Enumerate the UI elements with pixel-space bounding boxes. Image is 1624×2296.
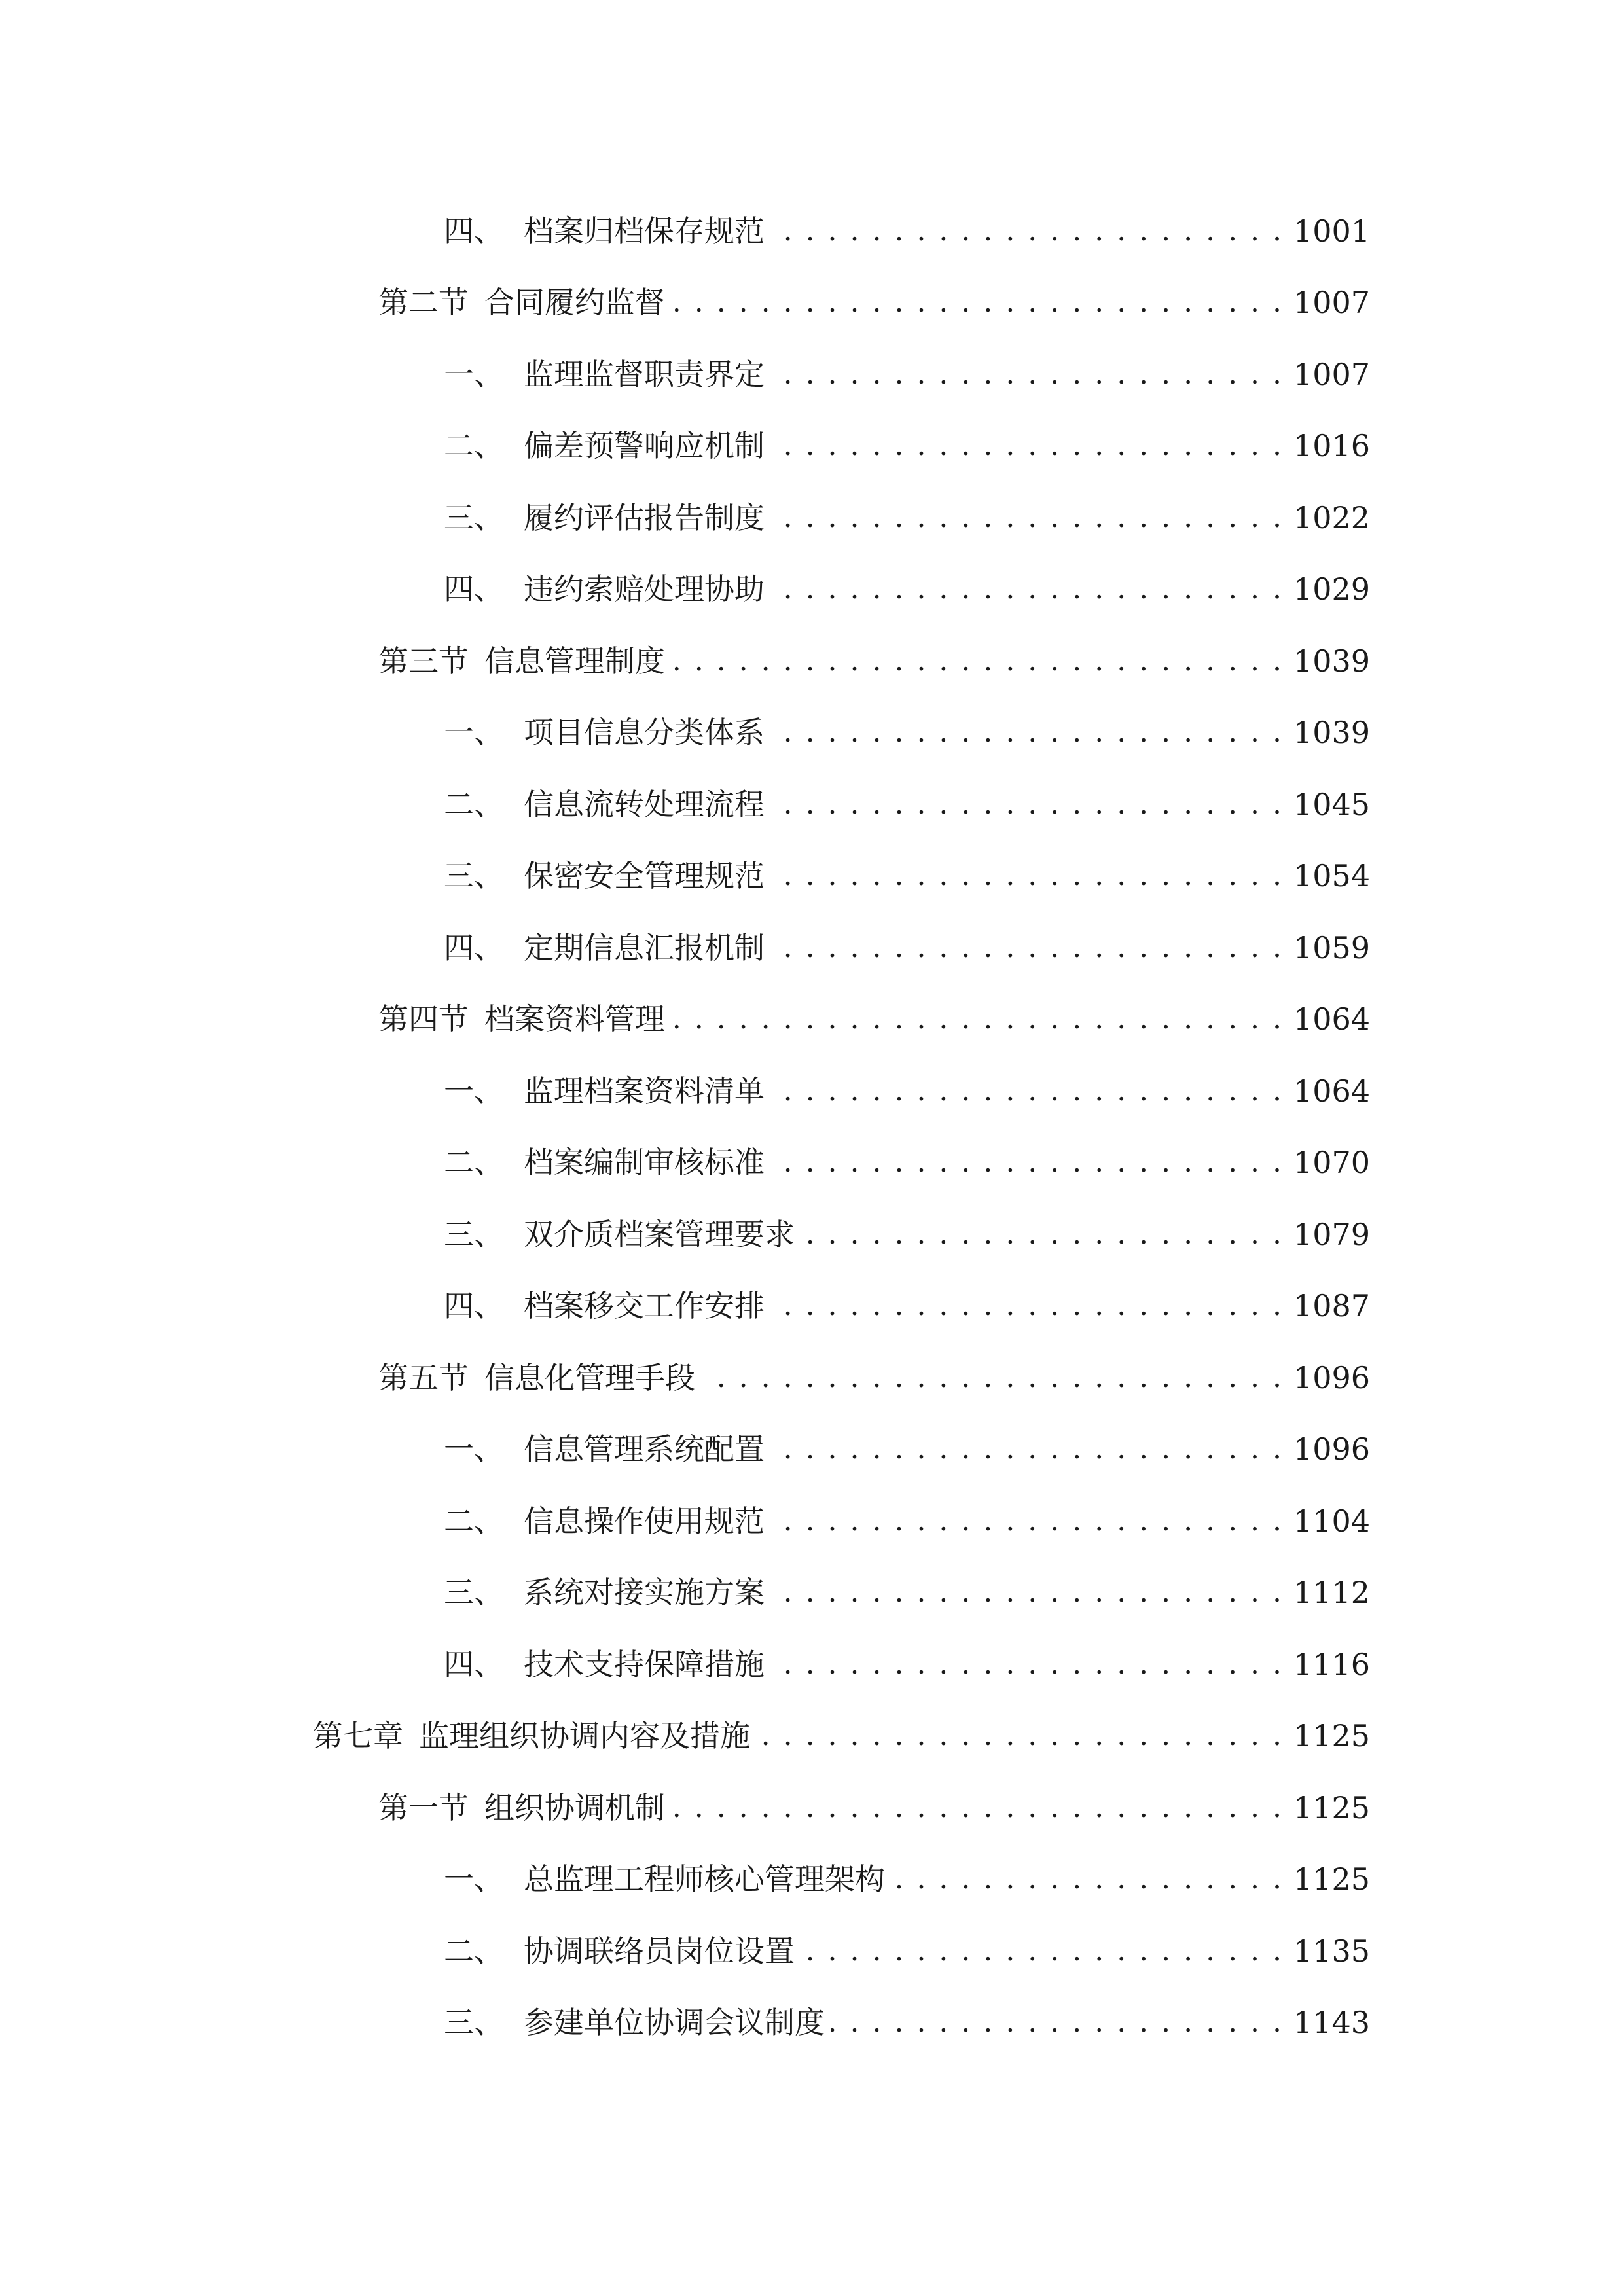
toc-entry-section-label: 第三节 — [378, 643, 469, 679]
toc-entry-heading — [444, 1215, 795, 1254]
dot-leader — [771, 426, 1284, 465]
toc-entry-page-number: 1059 — [1293, 929, 1370, 965]
dot-leader — [771, 1573, 1284, 1612]
dot-leader — [771, 1286, 1284, 1325]
toc-entry[interactable] — [0, 768, 1624, 840]
toc-entry-title: 监理监督职责界定 — [524, 356, 765, 392]
dot-leader — [757, 1716, 1284, 1755]
toc-entry-title: 偏差预警响应机制 — [524, 428, 765, 464]
toc-entry-heading — [444, 1931, 795, 1971]
dot-leader — [771, 1501, 1284, 1541]
toc-entry[interactable] — [0, 912, 1624, 984]
toc-entry-page-number: 1116 — [1293, 1646, 1370, 1682]
toc-entry-heading — [444, 2003, 825, 2042]
toc-entry-title: 总监理工程师核心管理架构 — [524, 1861, 885, 1897]
toc-entry-title: 定期信息汇报机制 — [524, 929, 765, 965]
toc-entry-section-label: 第四节 — [378, 1001, 469, 1037]
toc-entry[interactable] — [0, 267, 1624, 339]
toc-entry-section-label: 第一节 — [378, 1789, 469, 1825]
dot-leader — [771, 569, 1284, 609]
toc-entry-heading — [378, 1358, 695, 1397]
toc-entry-page-number: 1039 — [1293, 715, 1370, 751]
dot-leader — [831, 2003, 1284, 2042]
toc-entry-page-number: 1054 — [1293, 858, 1370, 894]
toc-entry[interactable] — [0, 625, 1624, 697]
dot-leader — [892, 1859, 1284, 1899]
toc-entry-heading — [444, 355, 765, 394]
toc-entry[interactable] — [0, 1055, 1624, 1127]
toc-entry-title: 违约索赔处理协助 — [524, 571, 765, 607]
toc-entry-page-number: 1112 — [1293, 1575, 1370, 1611]
toc-entry-title: 信息管理制度 — [484, 643, 665, 679]
toc-entry-heading — [444, 426, 765, 465]
toc-entry-number: 三、 — [444, 1575, 504, 1611]
toc-entry[interactable] — [0, 1127, 1624, 1199]
toc-entry-section-label: 第五节 — [378, 1359, 469, 1395]
toc-entry-title: 档案归档保存规范 — [524, 213, 765, 249]
dot-leader — [672, 283, 1284, 322]
toc-entry[interactable] — [0, 1772, 1624, 1844]
toc-entry-title: 组织协调机制 — [484, 1789, 665, 1825]
toc-entry-title: 系统对接实施方案 — [524, 1575, 765, 1611]
toc-entry[interactable] — [0, 1628, 1624, 1700]
dot-leader — [771, 498, 1284, 537]
toc-entry-page-number: 1016 — [1293, 428, 1370, 464]
toc-entry-heading — [313, 1716, 750, 1755]
toc-entry-title: 信息化管理手段 — [484, 1359, 695, 1395]
dot-leader — [702, 1358, 1284, 1397]
toc-entry-title: 信息流转处理流程 — [524, 786, 765, 822]
toc-entry-number: 二、 — [444, 428, 504, 464]
toc-entry-page-number: 1001 — [1293, 213, 1370, 249]
toc-entry-page-number: 1125 — [1293, 1861, 1370, 1897]
toc-entry-title: 履约评估报告制度 — [524, 499, 765, 535]
toc-entry-page-number: 1045 — [1293, 786, 1370, 822]
toc-entry-section-label: 第七章 — [313, 1718, 403, 1754]
toc-entry-page-number: 1029 — [1293, 571, 1370, 607]
toc-entry-heading — [444, 928, 765, 967]
toc-entry-heading — [444, 1429, 765, 1469]
toc-entry[interactable] — [0, 1557, 1624, 1629]
toc-entry-page-number: 1096 — [1293, 1359, 1370, 1395]
toc-entry-number: 一、 — [444, 356, 504, 392]
toc-entry-heading — [378, 641, 665, 681]
dot-leader — [771, 1143, 1284, 1182]
toc-entry-heading — [444, 713, 765, 752]
toc-entry-number: 四、 — [444, 571, 504, 607]
toc-entry-title: 保密安全管理规范 — [524, 858, 765, 894]
toc-entry-page-number: 1143 — [1293, 2005, 1370, 2041]
toc-entry-page-number: 1039 — [1293, 643, 1370, 679]
toc-entry-number: 三、 — [444, 2005, 504, 2041]
toc-entry-heading — [444, 785, 765, 824]
toc-entry-number: 一、 — [444, 1431, 504, 1467]
table-of-contents — [0, 195, 1624, 2058]
toc-entry-heading — [444, 498, 765, 537]
dot-leader — [672, 641, 1284, 681]
dot-leader — [771, 355, 1284, 394]
toc-entry-heading — [444, 1143, 765, 1182]
toc-entry[interactable] — [0, 1700, 1624, 1772]
toc-entry-title: 协调联络员岗位设置 — [524, 1933, 795, 1969]
dot-leader — [771, 785, 1284, 824]
toc-entry-page-number: 1064 — [1293, 1073, 1370, 1109]
toc-entry[interactable] — [0, 410, 1624, 482]
toc-entry-number: 四、 — [444, 1288, 504, 1324]
toc-entry-title: 档案移交工作安排 — [524, 1288, 765, 1324]
toc-entry-heading — [444, 1501, 765, 1541]
toc-entry-heading — [444, 211, 765, 251]
toc-entry-heading — [444, 1573, 765, 1612]
toc-entry-number: 二、 — [444, 786, 504, 822]
toc-entry-title: 档案资料管理 — [484, 1001, 665, 1037]
toc-entry-section-label: 第二节 — [378, 285, 469, 321]
toc-entry-number: 二、 — [444, 1503, 504, 1539]
toc-entry-heading — [444, 1645, 765, 1684]
toc-entry-heading — [444, 1859, 885, 1899]
dot-leader — [801, 1215, 1284, 1254]
toc-entry-title: 监理组织协调内容及措施 — [419, 1718, 750, 1754]
toc-entry-page-number: 1096 — [1293, 1431, 1370, 1467]
toc-entry-page-number: 1070 — [1293, 1145, 1370, 1181]
toc-entry-title: 双介质档案管理要求 — [524, 1216, 795, 1252]
toc-entry[interactable] — [0, 554, 1624, 626]
toc-entry-page-number: 1125 — [1293, 1718, 1370, 1754]
toc-entry-page-number: 1007 — [1293, 285, 1370, 321]
dot-leader — [672, 999, 1284, 1039]
toc-entry-page-number: 1087 — [1293, 1288, 1370, 1324]
dot-leader — [771, 211, 1284, 251]
toc-entry-heading — [444, 856, 765, 895]
toc-entry[interactable] — [0, 338, 1624, 410]
toc-entry[interactable] — [0, 1485, 1624, 1557]
toc-entry-number: 二、 — [444, 1145, 504, 1181]
toc-entry-number: 三、 — [444, 499, 504, 535]
toc-entry-page-number: 1064 — [1293, 1001, 1370, 1037]
dot-leader — [771, 1645, 1284, 1684]
toc-entry-page-number: 1079 — [1293, 1216, 1370, 1252]
toc-entry-number: 四、 — [444, 1646, 504, 1682]
dot-leader — [771, 1071, 1284, 1111]
toc-entry-number: 三、 — [444, 858, 504, 894]
toc-entry-number: 一、 — [444, 1861, 504, 1897]
dot-leader — [771, 928, 1284, 967]
toc-entry[interactable] — [0, 697, 1624, 769]
toc-entry-title: 项目信息分类体系 — [524, 715, 765, 751]
toc-entry-page-number: 1007 — [1293, 356, 1370, 392]
toc-entry-title: 技术支持保障措施 — [524, 1646, 765, 1682]
toc-entry[interactable] — [0, 840, 1624, 912]
toc-entry-title: 参建单位协调会议制度 — [524, 2005, 825, 2041]
toc-entry-number: 四、 — [444, 213, 504, 249]
toc-entry-page-number: 1125 — [1293, 1789, 1370, 1825]
toc-entry-title: 档案编制审核标准 — [524, 1145, 765, 1181]
dot-leader — [672, 1788, 1284, 1827]
dot-leader — [771, 713, 1284, 752]
toc-entry[interactable] — [0, 1198, 1624, 1270]
toc-entry[interactable] — [0, 195, 1624, 267]
toc-entry-title: 合同履约监督 — [484, 285, 665, 321]
toc-entry-heading — [444, 1286, 765, 1325]
toc-entry[interactable] — [0, 1414, 1624, 1486]
toc-entry-heading — [378, 283, 665, 322]
toc-entry[interactable] — [0, 984, 1624, 1056]
toc-entry-title: 信息操作使用规范 — [524, 1503, 765, 1539]
toc-entry-title: 监理档案资料清单 — [524, 1073, 765, 1109]
toc-entry-title: 信息管理系统配置 — [524, 1431, 765, 1467]
dot-leader — [771, 856, 1284, 895]
toc-entry[interactable] — [0, 1270, 1624, 1342]
toc-entry[interactable] — [0, 1987, 1624, 2059]
toc-entry-page-number: 1104 — [1293, 1503, 1370, 1539]
toc-entry-number: 一、 — [444, 715, 504, 751]
dot-leader — [771, 1429, 1284, 1469]
toc-entry[interactable] — [0, 1342, 1624, 1414]
toc-entry[interactable] — [0, 1844, 1624, 1916]
toc-entry[interactable] — [0, 1915, 1624, 1987]
toc-entry-page-number: 1135 — [1293, 1933, 1370, 1969]
toc-entry-heading — [444, 569, 765, 609]
toc-entry-heading — [444, 1071, 765, 1111]
toc-entry-heading — [378, 1788, 665, 1827]
toc-entry-number: 四、 — [444, 929, 504, 965]
toc-entry-number: 三、 — [444, 1216, 504, 1252]
toc-entry-number: 二、 — [444, 1933, 504, 1969]
toc-entry-heading — [378, 999, 665, 1039]
toc-entry[interactable] — [0, 482, 1624, 554]
toc-entry-number: 一、 — [444, 1073, 504, 1109]
dot-leader — [801, 1931, 1284, 1971]
toc-entry-page-number: 1022 — [1293, 499, 1370, 535]
